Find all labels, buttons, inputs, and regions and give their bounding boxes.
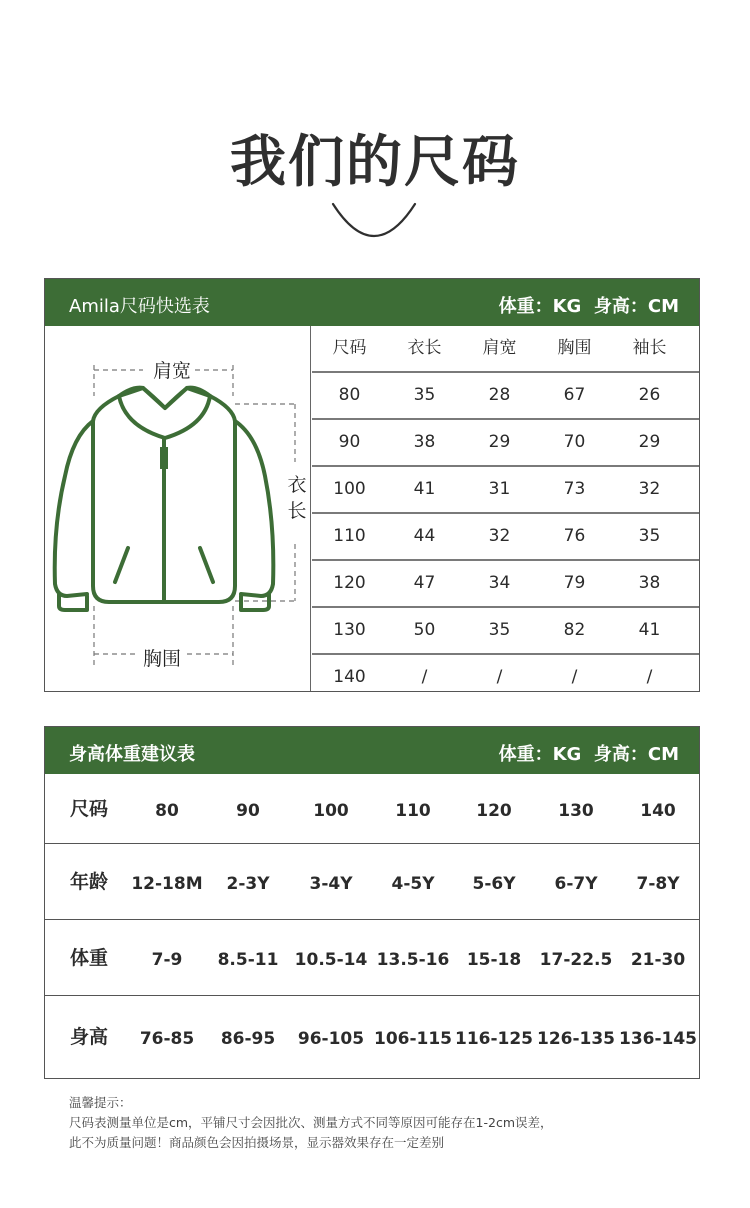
shoulder-label: 肩宽 xyxy=(149,356,195,383)
notes xyxy=(69,1093,553,1153)
size-chart-units: 体重：KG 身高：CM xyxy=(498,296,679,317)
table-cell: 5-6Y xyxy=(472,874,516,894)
table-row xyxy=(312,373,699,420)
table-cell: 73 xyxy=(563,479,586,499)
table-cell: 130 xyxy=(558,801,594,821)
table-row xyxy=(45,920,699,996)
table-cell: 67 xyxy=(563,385,586,405)
table-cell: 15-18 xyxy=(466,950,522,970)
table-cell: 41 xyxy=(413,479,436,499)
table-cell: 44 xyxy=(413,526,436,546)
table-cell: 136-145 xyxy=(618,1029,698,1049)
recommend-chart-title: 身高体重建议表 xyxy=(69,744,195,765)
table-cell: 38 xyxy=(638,573,661,593)
table-cell: 100 xyxy=(313,801,349,821)
table-row xyxy=(45,844,699,920)
recommend-chart-header xyxy=(45,727,699,774)
table-cell: 29 xyxy=(638,432,661,452)
smile-decoration-icon xyxy=(329,198,419,242)
row-label: 身高 xyxy=(70,1026,109,1048)
column-header: 衣长 xyxy=(407,338,442,358)
table-cell: 12-18M xyxy=(131,874,203,894)
table-cell: 80 xyxy=(155,801,179,821)
table-cell: 10.5-14 xyxy=(294,950,368,970)
size-chart-panel xyxy=(44,278,700,692)
table-row xyxy=(312,467,699,514)
table-cell: / xyxy=(646,667,653,687)
table-cell: 86-95 xyxy=(220,1029,276,1049)
notes-line-1: 尺码表测量单位是cm，平铺尺寸会因批次、测量方式不同等原因可能存在1-2cm误差， xyxy=(69,1115,553,1130)
table-row xyxy=(45,996,699,1078)
table-cell: 41 xyxy=(638,620,661,640)
size-table xyxy=(312,326,699,691)
table-cell: 13.5-16 xyxy=(376,950,450,970)
table-cell: 70 xyxy=(563,432,586,452)
row-label: 体重 xyxy=(70,947,109,969)
table-cell: 116-125 xyxy=(454,1029,534,1049)
table-cell: 8.5-11 xyxy=(217,950,279,970)
notes-title: 温馨提示： xyxy=(69,1095,132,1110)
table-row xyxy=(312,420,699,467)
size-chart-header xyxy=(45,279,699,326)
table-cell: / xyxy=(571,667,578,687)
table-cell: 110 xyxy=(333,526,366,546)
table-cell: 96-105 xyxy=(297,1029,365,1049)
table-cell: 31 xyxy=(488,479,511,499)
table-row xyxy=(312,655,699,702)
table-cell: 120 xyxy=(476,801,512,821)
recommend-chart-units: 体重：KG 身高：CM xyxy=(498,744,679,765)
notes-line-2: 此不为质量问题！商品颜色会因拍摄场景，显示器效果存在一定差别 xyxy=(69,1135,445,1150)
table-cell: 106-115 xyxy=(373,1029,453,1049)
size-table-header-row xyxy=(312,326,699,373)
table-cell: 21-30 xyxy=(630,950,686,970)
column-header: 尺码 xyxy=(332,338,367,358)
table-cell: 38 xyxy=(413,432,436,452)
table-cell: 35 xyxy=(488,620,511,640)
length-label-bottom: 长 xyxy=(287,500,307,522)
table-cell: 76-85 xyxy=(139,1029,195,1049)
table-row xyxy=(312,514,699,561)
table-cell: 2-3Y xyxy=(226,874,270,894)
table-cell: 140 xyxy=(333,667,366,687)
table-cell: 29 xyxy=(488,432,511,452)
row-label: 尺码 xyxy=(70,798,109,820)
table-cell: 80 xyxy=(338,385,361,405)
column-header: 肩宽 xyxy=(482,338,517,358)
table-cell: / xyxy=(421,667,428,687)
table-cell: 7-9 xyxy=(151,950,183,970)
chest-label: 胸围 xyxy=(139,644,185,671)
column-header: 胸围 xyxy=(557,338,592,358)
table-cell: 34 xyxy=(488,573,511,593)
table-cell: 26 xyxy=(638,385,661,405)
table-cell: 120 xyxy=(333,573,366,593)
table-cell: 32 xyxy=(488,526,511,546)
length-label xyxy=(286,472,308,524)
table-row xyxy=(45,774,699,844)
table-cell: / xyxy=(496,667,503,687)
page-title: 我们的尺码 xyxy=(230,130,520,195)
table-cell: 90 xyxy=(338,432,361,452)
table-cell: 3-4Y xyxy=(309,874,353,894)
table-cell: 100 xyxy=(333,479,366,499)
table-cell: 82 xyxy=(563,620,586,640)
table-cell: 140 xyxy=(640,801,676,821)
row-label: 年龄 xyxy=(70,871,109,893)
table-cell: 6-7Y xyxy=(554,874,598,894)
table-cell: 50 xyxy=(413,620,436,640)
table-cell: 79 xyxy=(563,573,586,593)
table-cell: 130 xyxy=(333,620,366,640)
table-cell: 90 xyxy=(236,801,260,821)
table-cell: 32 xyxy=(638,479,661,499)
table-cell: 47 xyxy=(413,573,436,593)
table-cell: 35 xyxy=(638,526,661,546)
recommend-chart-panel xyxy=(44,726,700,1079)
table-cell: 17-22.5 xyxy=(539,950,613,970)
length-label-top: 衣 xyxy=(287,474,307,496)
table-cell: 35 xyxy=(413,385,436,405)
column-header: 袖长 xyxy=(632,338,667,358)
table-cell: 28 xyxy=(488,385,511,405)
table-row xyxy=(312,561,699,608)
table-cell: 110 xyxy=(395,801,431,821)
table-cell: 126-135 xyxy=(536,1029,616,1049)
size-chart-title: Amila尺码快选表 xyxy=(69,296,210,317)
table-row xyxy=(312,608,699,655)
jacket-diagram xyxy=(45,326,311,691)
table-cell: 76 xyxy=(563,526,586,546)
table-cell: 4-5Y xyxy=(391,874,435,894)
table-cell: 7-8Y xyxy=(636,874,680,894)
